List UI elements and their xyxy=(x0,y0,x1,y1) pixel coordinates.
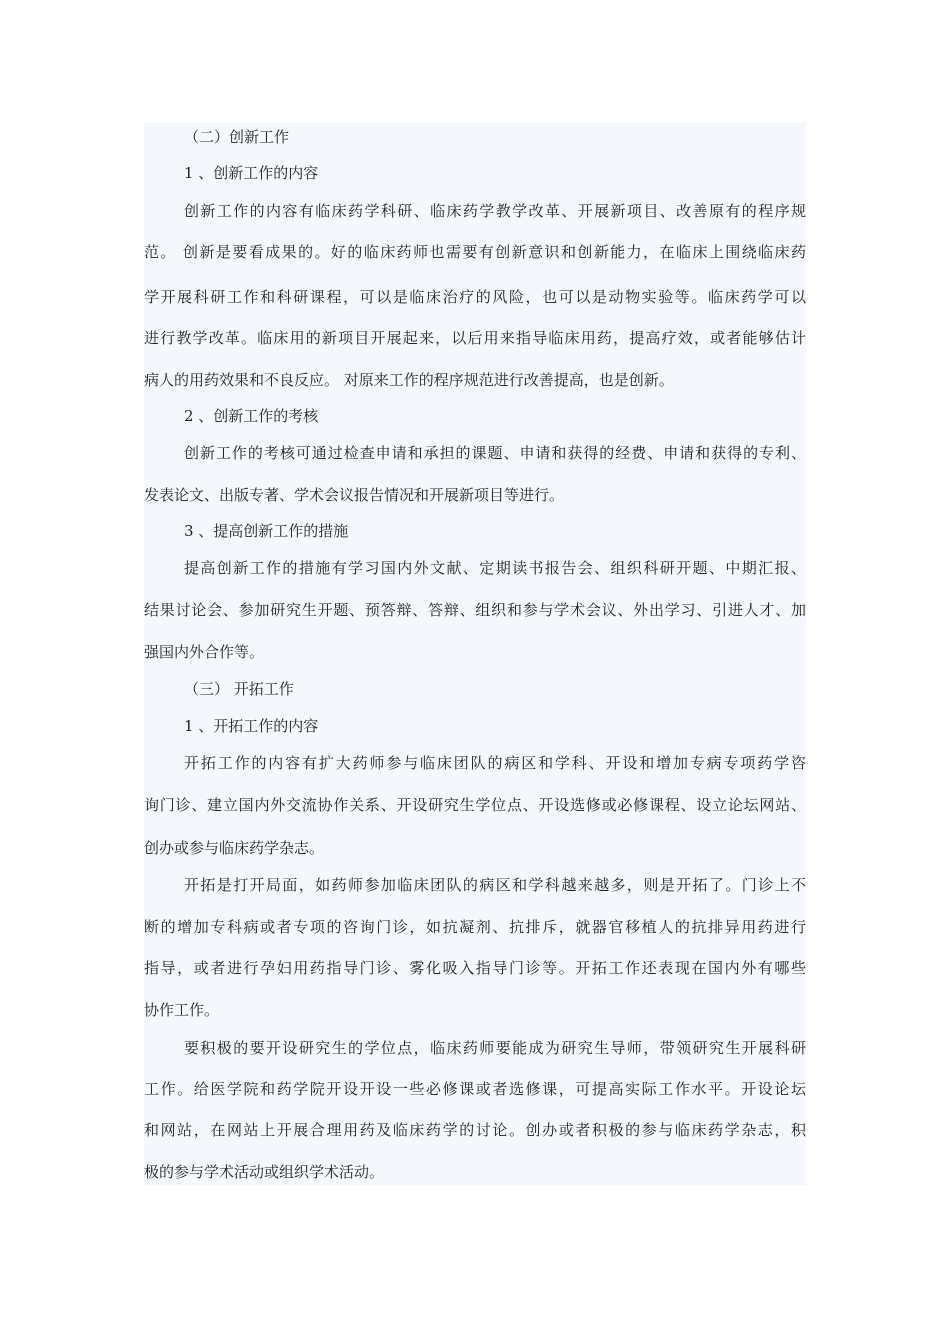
paragraph-line: 范。 创新是要看成果的。好的临床药师也需要有创新意识和创新能力，在临床上围绕临床药 xyxy=(144,243,806,261)
paragraph-line: 和网站，在网站上开展合理用药及临床药学的讨论。创办或者积极的参与临床药学杂志，积 xyxy=(144,1121,806,1139)
paragraph-line: 断的增加专科病或者专项的咨询门诊，如抗凝剂、抗排斥，就器官移植人的抗排异用药进行 xyxy=(144,918,806,936)
paragraph-line: 指导，或者进行孕妇用药指导门诊、雾化吸入指导门诊等。开拓工作还表现在国内外有哪些 xyxy=(144,959,806,977)
text-content-block xyxy=(144,122,806,1185)
paragraph-line: 工作。给医学院和药学院开设开设一些必修课或者选修课，可提高实际工作水平。开设论坛 xyxy=(144,1080,806,1098)
paragraph-line: 发表论文、出版专著、学术会议报告情况和开展新项目等进行。 xyxy=(144,486,565,504)
subsection-heading: 3 、提高创新工作的措施 xyxy=(184,522,349,540)
section-heading: （三） 开拓工作 xyxy=(184,680,294,698)
section-heading: （二）创新工作 xyxy=(184,128,290,146)
paragraph-line: 开拓是打开局面，如药师参加临床团队的病区和学科越来越多，则是开拓了。门诊上不 xyxy=(184,876,806,894)
subsection-heading: 2 、创新工作的考核 xyxy=(184,407,319,425)
paragraph-line: 协作工作。 xyxy=(144,1001,220,1019)
paragraph-line: 创新工作的内容有临床药学科研、临床药学教学改革、开展新项目、改善原有的程序规 xyxy=(184,202,806,220)
subsection-heading: 1 、创新工作的内容 xyxy=(184,164,319,182)
paragraph-line: 提高创新工作的措施有学习国内外文献、定期读书报告会、组织科研开题、中期汇报、 xyxy=(184,559,806,577)
paragraph-line: 结果讨论会、参加研究生开题、预答辩、答辩、组织和参与学术会议、外出学习、引进人才、加 xyxy=(144,601,806,619)
subsection-heading: 1 、开拓工作的内容 xyxy=(184,717,319,735)
paragraph-line: 询门诊、建立国内外交流协作关系、开设研究生学位点、开设选修或必修课程、设立论坛网站、 xyxy=(144,796,806,814)
paragraph-line: 开拓工作的内容有扩大药师参与临床团队的病区和学科、开设和增加专病专项药学咨 xyxy=(184,754,806,772)
paragraph-line: 进行教学改革。临床用的新项目开展起来，以后用来指导临床用药，提高疗效，或者能够估计 xyxy=(144,329,806,347)
paragraph-line: 病人的用药效果和不良反应。 对原来工作的程序规范进行改善提高，也是创新。 xyxy=(144,371,674,389)
paragraph-line: 学开展科研工作和科研课程，可以是临床治疗的风险，也可以是动物实验等。临床药学可以 xyxy=(144,288,806,306)
paragraph-line: 创新工作的考核可通过检查申请和承担的课题、申请和获得的经费、申请和获得的专利、 xyxy=(184,444,806,462)
paragraph-line: 极的参与学术活动或组织学术活动。 xyxy=(144,1163,385,1181)
paragraph-line: 强国内外合作等。 xyxy=(144,643,265,661)
paragraph-line: 创办或参与临床药学杂志。 xyxy=(144,839,325,857)
paragraph-line: 要积极的要开设研究生的学位点，临床药师要能成为研究生导师，带领研究生开展科研 xyxy=(184,1039,806,1057)
